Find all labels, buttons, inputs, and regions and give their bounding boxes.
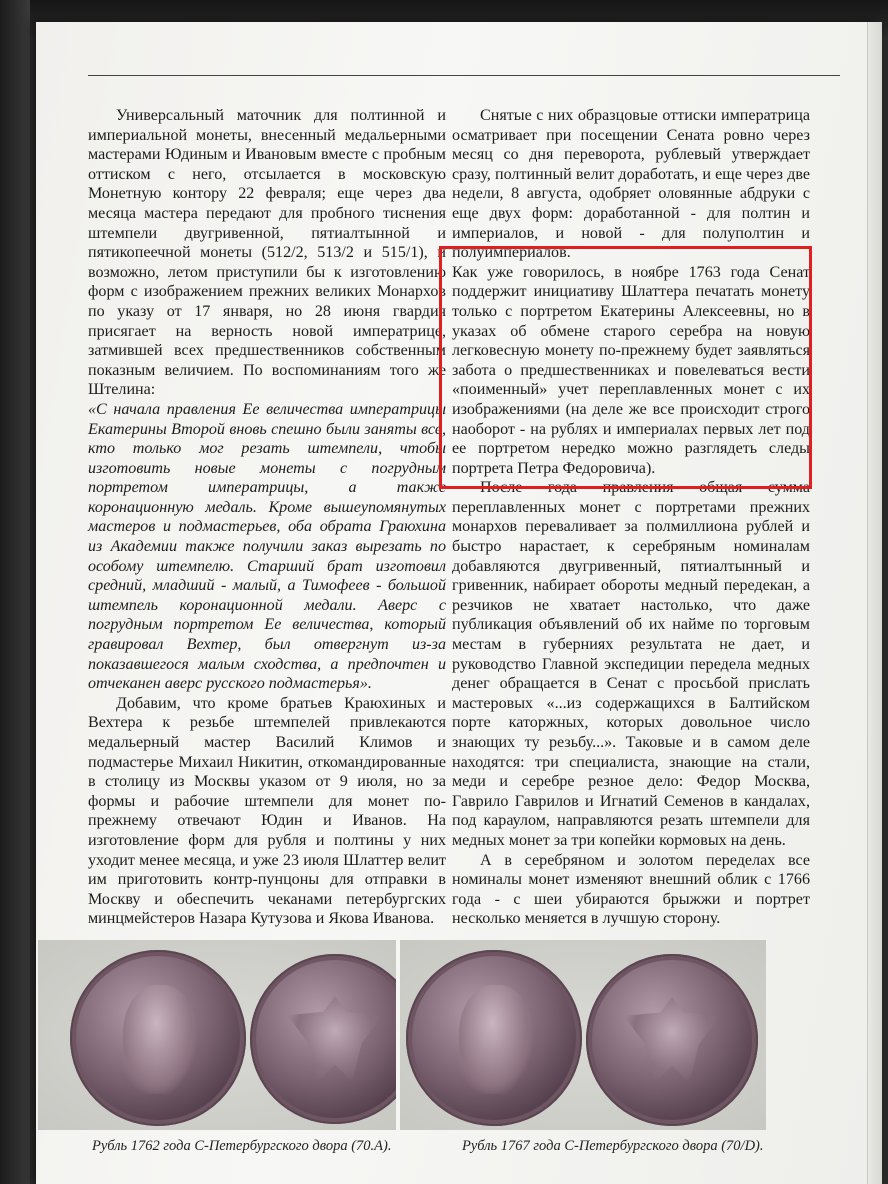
right-paragraph-highlighted: Как уже говорилось, в ноябре 1763 года Сенат поддержит инициативу Шлаттера печатать монету только с портретом Екатерины Алексеевны, но в указах об обмене старого серебра на новую легковесную монету по-прежнему будет заявляться забота о предшественниках и повелеваться вести «поименный» учет переплавленных монет с их изображениями (на деле же все происходит строго наоборот - на рублях и империалах первых лет под ее портретом нередко можно разглядеть следы портрета Петра Федоровича).: [452, 263, 810, 477]
right-paragraph-3: После года правления общая сумма переплавленных монет с портретами прежних монархов переваливает за полмиллиона рублей и быстро нарастает, к серебряным номиналам добавляются двугривенный, пятиалтынный и гривенник, набирает обороты медный передекан, а резчиков не хватает настолько, что даже публикация объявлений об их найме по торговым местам в губерниях результата не дает, и руководство Главной экспедиции передела медных денег обращается в Сенат с просьбой прислать мастеровых «...из содержащихся в Балтийском порте каторжных, которых довольное число знающих ту резьбу...». Таковые и в самом деле находятся: три специалиста, знающие на стали, меди и серебре резное дело: Федор Москва, Гаврило Гаврилов и Игнатий Семенов в кандалах, под караулом, направляются резать штемпели для медных монет за три копейки кормовых на день.: [452, 479, 810, 849]
page-spine: [867, 22, 882, 1184]
coin-photo-1762: [38, 940, 396, 1130]
left-paragraph-1: Универсальный маточник для полтинной и империальной монеты, внесенный медальерными мастерами Юдиным и Ивановым вместе с пробным оттиском с него, отсылается в московскую Монетную контору 22 февраля; еще через два месяца мастера передают для пробного тиснения штемпели двугривенной, пятиалтынной и пятикопеечной монеты (512/2, 513/2 и 515/1), и возможно, летом приступили бы к изготовлению форм с изображением прежних великих Монархов по указу от 17 января, но 28 июня гвардия присягает на верность новой императрице, затмившей всех предшественников собственным показным величием. По воспоминаниям того же Штелина:: [88, 107, 446, 399]
coin-obverse-portrait: [406, 950, 582, 1126]
coin-reverse-eagle: [250, 954, 396, 1124]
table-background-left: [0, 0, 30, 1184]
caption-right: Рубль 1767 года С-Петербургского двора (70/D).: [462, 1138, 764, 1154]
left-text-column: [88, 106, 446, 929]
coin-obverse-portrait: [70, 950, 246, 1126]
left-quote: «С начала правления Ее величества императрицы Екатерины Второй вновь спешно были заняты все, кто только мог резать штемпели, чтобы изготовить новые монеты с погрудным портретом императрицы, а также коронационную медаль. Кроме вышеупомянутых мастеров и подмастерьев, оба обрата Граюхина из Академии также получили заказ вырезать по особому штемпелю. Старший брат изготовил средний, младший - малый, а Тимофеев - большой штемпель коронационной медали. Аверс с погрудным портретом Ее величества, который гравировал Вехтер, был отвергнут из-за показавшегося малым сходства, а предпочтен и отчеканен аверс русского подмастерья».: [88, 400, 446, 693]
right-text-column: [452, 106, 810, 929]
caption-left: Рубль 1762 года С-Петербургского двора (70.A).: [92, 1138, 392, 1154]
coin-reverse-eagle: [586, 954, 758, 1126]
right-paragraph-4: А в серебряном и золотом переделах все номиналы монет изменяют внешний облик с 1766 года - с шеи убираются брыжжи и портрет несколько меняется в лучшую сторону.: [452, 851, 810, 928]
left-paragraph-2: Добавим, что кроме братьев Краюхиных и Вехтера к резьбе штемпелей привлекаются медальерный мастер Василий Климов и подмастерье Михаил Никитин, откомандированные в столицу из Москвы указом от 9 июля, но за формы и рабочие штемпели для монет по-прежнему отвечают Юдин и Иванов. На изготовление форм для рубля и полтины у них уходит менее месяца, и уже 23 июля Шлаттер велит им приготовить контр-пунцоны для отправки в Москву и обеспечить чеканами петербургских минцмейстеров Назара Кутузова и Якова Иванова.: [88, 694, 446, 928]
coin-photo-1767: [400, 940, 766, 1130]
right-paragraph-1: Снятые с них образцовые оттиски императрица осматривает при посещении Сената ровно через месяц со дня переворота, рублевый утверждает сразу, полтинный велит доработать, и еще через две недели, 8 августа, одобряет оловянные абдруки с еще двух форм: доработанной - для полтин и империалов, и новой - для полуполтин и полуимпериалов.: [452, 107, 810, 262]
header-rule: [88, 75, 840, 76]
